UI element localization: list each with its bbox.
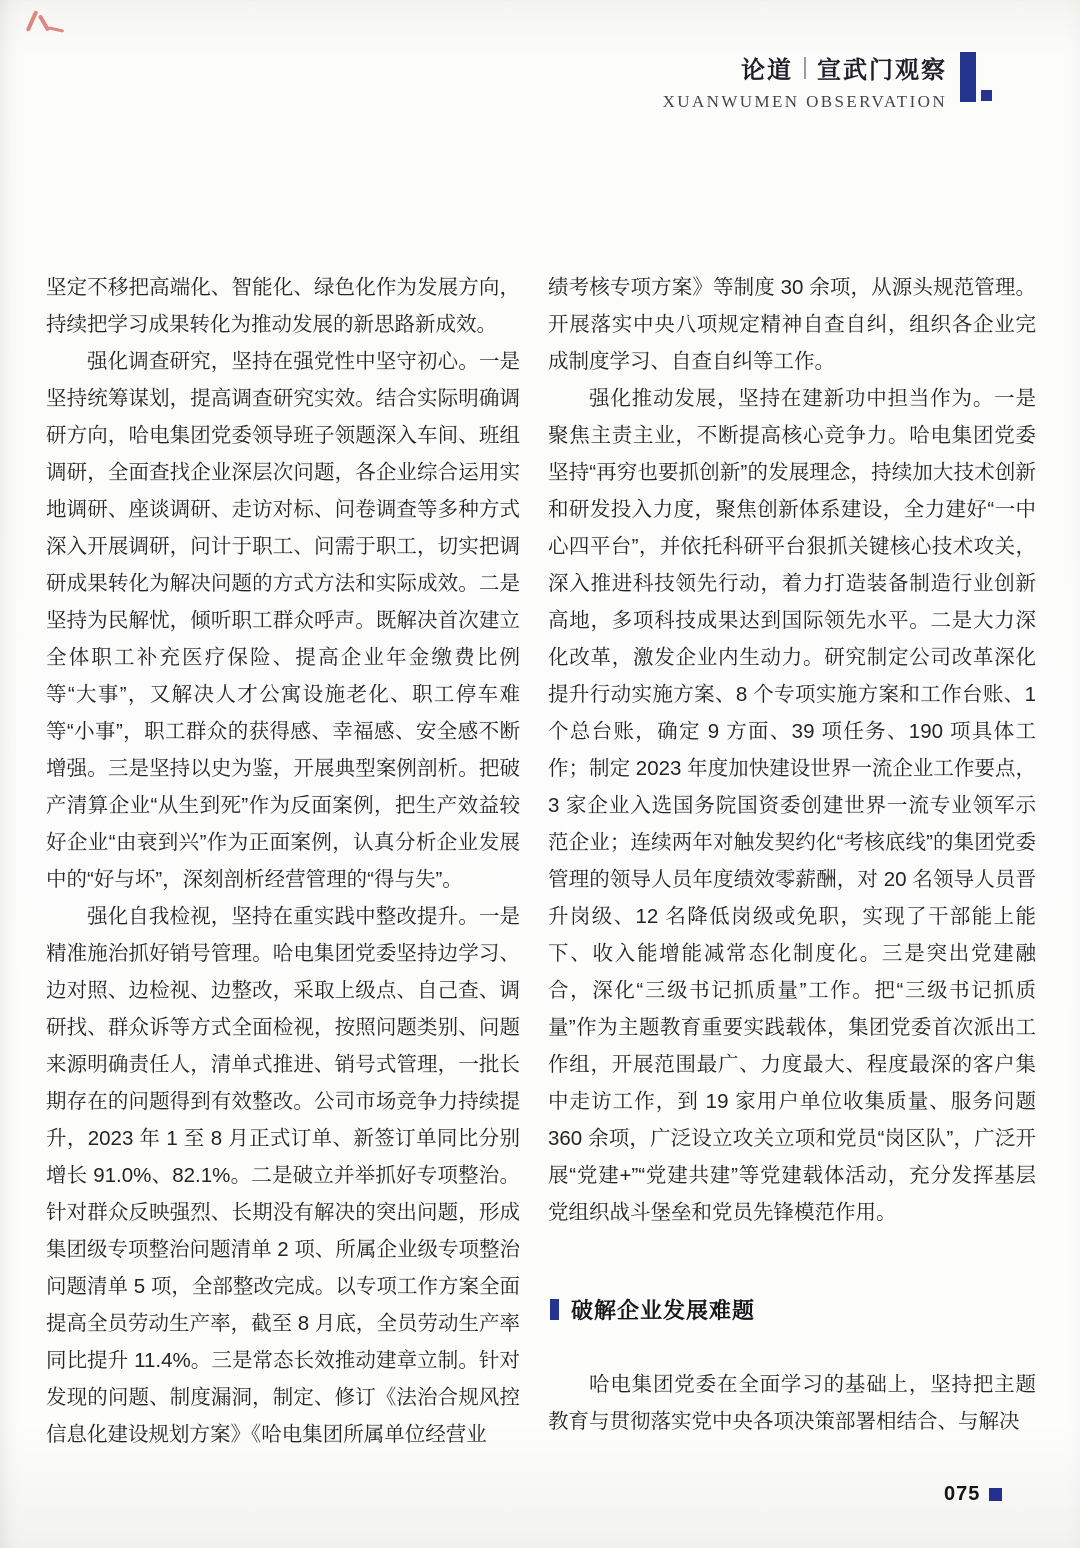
section-heading-label: 破解企业发展难题 xyxy=(571,1298,756,1323)
brand-bar-icon xyxy=(960,52,976,102)
right-column-continued xyxy=(548,1366,1036,1440)
page-footer xyxy=(944,1483,1002,1506)
header-subtitle: XUANWUMEN OBSERVATION xyxy=(662,92,947,111)
header-title-left: 论道 xyxy=(741,57,793,84)
paragraph: 强化调查研究，坚持在强党性中坚守初心。一是坚持统筹谋划，提高调查研究实效。结合实际明确调研方向，哈电集团党委领导班子领题深入车间、班组调研，全面查找企业深层次问题，各企业综合运用实地调研、座谈调研、走访对标、问卷调查等多种方式深入开展调研，问计于职工、问需于职工，切实把调研成果转化为解决问题的方式方法和实际成效。二是坚持为民解忧，倾听职工群众呼声。既解决首次建立全体职工补充医疗保险、提高企业年金缴费比例等“大事”，又解决人才公寓设施老化、职工停车难等“小事”，职工群众的获得感、幸福感、安全感不断增强。三是坚持以史为鉴，开展典型案例剖析。把破产清算企业“从生到死”作为反面案例，把生产效益较好企业“由衰到兴”作为正面案例，认真分析企业发展中的“好与坏”，深刻剖析经营管理的“得与失”。 xyxy=(46,350,520,891)
paragraph-continuation: 坚定不移把高端化、智能化、绿色化作为发展方向，持续把学习成果转化为推动发展的新思路新成效。 xyxy=(46,276,520,336)
left-column xyxy=(46,269,520,1453)
header-text xyxy=(663,50,947,112)
paragraph: 强化推动发展，坚持在建新功中担当作为。一是聚焦主责主业，不断提高核心竞争力。哈电集团党委坚持“再穷也要抓创新”的发展理念，持续加大技术创新和研发投入力度，聚焦创新体系建设，全力建好“一中心四平台”，并依托科研平台狠抓关键核心技术攻关，深入推进科技领先行动，着力打造装备制造行业创新高地，多项科技成果达到国际领先水平。二是大力深化改革，激发企业内生动力。研究制定公司改革深化提升行动实施方案、8 个专项实施方案和工作台账、1 个总台账，确定 9 方面、39 项任务、190 项具体工作；制定 2023 年度加快建设世界一流企业工作要点，3 家企业入选国务院国资委创建世界一流专业领军示范企业；连续两年对触发契约化“考核底线”的集团党委管理的领导人员年度绩效零薪酬，对 20 名领导人员晋升岗级、12 名降低岗级或免职，实现了干部能上能下、收入能增能减常态化制度化。三是突出党建融合，深化“三级书记抓质量”工作。把“三级书记抓质量”作为主题教育重要实践载体，集团党委首次派出工作组，开展范围最广、力度最大、程度最深的客户集中走访工作，到 19 家用户单位收集质量、服务问题 360 余项，广泛设立攻关立项和党员“岗区队”，广泛开展“党建+”“党建共建”等党建载体活动，充分发挥基层党组织战斗堡垒和党员先锋模范作用。 xyxy=(548,387,1036,1224)
page-header xyxy=(663,50,992,112)
page-corner-square xyxy=(989,1488,1002,1501)
red-ink-marks xyxy=(24,6,70,42)
header-title xyxy=(663,50,947,85)
paragraph: 哈电集团党委在全面学习的基础上，坚持把主题教育与贯彻落实党中央各项决策部署相结合、与解决 xyxy=(548,1373,1036,1433)
paragraph: 强化自我检视，坚持在重实践中整改提升。一是精准施治抓好销号管理。哈电集团党委坚持边学习、边对照、边检视、边整改，采取上级点、自己查、调研找、群众诉等方式全面检视，按照问题类别、问题来源明确责任人，清单式推进、销号式管理，一批长期存在的问题得到有效整改。公司市场竞争力持续提升，2023 年 1 至 8 月正式订单、新签订单同比分别增长 91.0%、82.1%。二是破立并举抓好专项整治。针对群众反映强烈、长期没有解决的突出问题，形成集团级专项整治问题清单 2 项、所属企业级专项整治问题清单 5 项，全部整改完成。以专项工作方案全面提高全员劳动生产率，截至 8 月底，全员劳动生产率同比提升 11.4%。三是常态长效推动建章立制。针对发现的问题、制度漏洞，制定、修订《法治合规风控信息化建设规划方案》《哈电集团所属单位经营业 xyxy=(46,905,520,1446)
header-divider xyxy=(804,57,806,79)
right-column xyxy=(548,269,1036,1231)
brand-dot-icon xyxy=(981,90,992,101)
brand-mark-icon xyxy=(960,52,992,104)
paragraph-continuation: 绩考核专项方案》等制度 30 余项，从源头规范管理。开展落实中央八项规定精神自查自纠，组织各企业完成制度学习、自查自纠等工作。 xyxy=(548,276,1036,373)
section-heading xyxy=(550,1294,755,1325)
header-title-right: 宣武门观察 xyxy=(817,57,947,84)
page-number: 075 xyxy=(944,1483,981,1505)
heading-bar-icon xyxy=(550,1299,559,1320)
